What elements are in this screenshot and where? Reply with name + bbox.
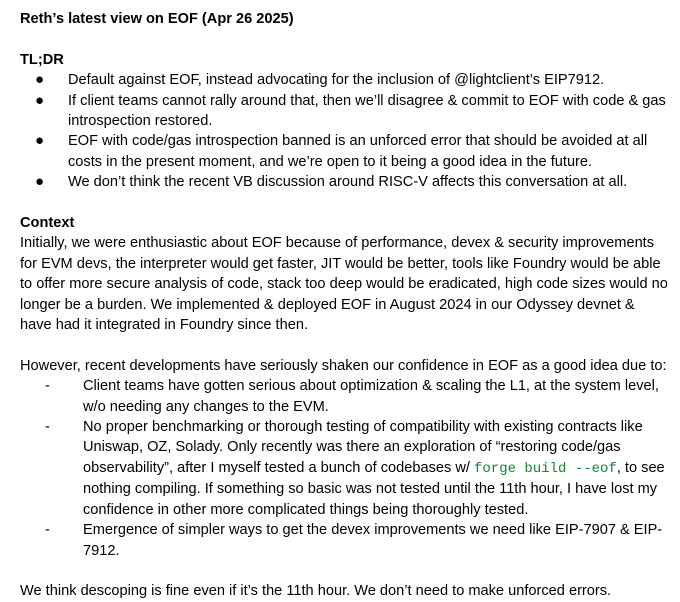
context-intro: Initially, we were enthusiastic about EOF because of performance, devex & security improvements for EVM devs, the interpreter would get faster, JIT would be better, tools like Foundry would be able to offer more secure analysis of code, stack too deep would be eradicated, high code sizes would no longer be a burden. We implemented & deployed EOF in August 2024 in our Odyssey devnet & have had it integrated in Foundry since then. (20, 235, 668, 334)
reason-item-text: Emergence of simpler ways to get the devex improvements we need like EIP-7907 & EIP-7912. (83, 522, 663, 559)
dash-icon: - (45, 419, 50, 436)
bullet-icon: ● (35, 132, 45, 150)
tldr-item (20, 91, 670, 132)
tldr-item-text: Default against EOF, instead advocating for the inclusion of @lightclient’s EIP7912. (68, 72, 605, 89)
context-heading: Context (20, 215, 75, 232)
bullet-icon: ● (35, 91, 45, 109)
reason-item-text-before: No proper benchmarking or thorough testing of compatibility with existing contracts like Uniswap, OZ, Solady. Only recently was there an exploration of “restoring code/gas observability”, after I myself tested a bunch of codebases w/ (83, 419, 643, 476)
document-title: Reth’s latest view on EOF (Apr 26 2025) (20, 11, 294, 27)
spacer (20, 561, 670, 581)
reason-item (20, 520, 670, 561)
tldr-item (20, 131, 670, 172)
tldr-item (20, 172, 670, 192)
reason-item (20, 376, 670, 417)
bullet-icon: ● (35, 71, 45, 89)
tldr-list (20, 70, 670, 192)
reasons-list (20, 376, 670, 561)
bullet-icon: ● (35, 173, 45, 191)
reason-item (20, 417, 670, 520)
document (20, 9, 670, 602)
dash-icon: - (45, 522, 50, 539)
tldr-heading: TL;DR (20, 51, 64, 68)
spacer (20, 29, 670, 49)
tldr-item-text: We don’t think the recent VB discussion around RISC-V affects this conversation at all. (68, 174, 628, 191)
tldr-item-text: EOF with code/gas introspection banned is an unforced error that should be avoided at all costs in the present moment, and we’re open to it being a good idea in the future. (68, 133, 648, 170)
context-however: However, recent developments have seriously shaken our confidence in EOF as a good idea due to: (20, 357, 667, 374)
tldr-item-text: If client teams cannot rally around that, then we’ll disagree & commit to EOF with code & gas introspection restored. (68, 92, 666, 130)
inline-code: forge build --eof (473, 460, 617, 477)
tldr-item (20, 70, 670, 90)
dash-icon: - (45, 378, 50, 395)
reason-item-text: Client teams have gotten serious about optimization & scaling the L1, at the system level, w/o needing any changes to the EVM. (83, 378, 659, 415)
closing-paragraph: We think descoping is fine even if it’s the 11th hour. We don’t need to make unforced errors. (20, 583, 612, 600)
spacer (20, 335, 670, 355)
reason-item-text-after: , to see nothing compiling. If something so basic was not tested until the 11th hour, I have lost my confidence in other more complicated things being thoroughly tested. (83, 459, 665, 518)
spacer (20, 193, 670, 213)
